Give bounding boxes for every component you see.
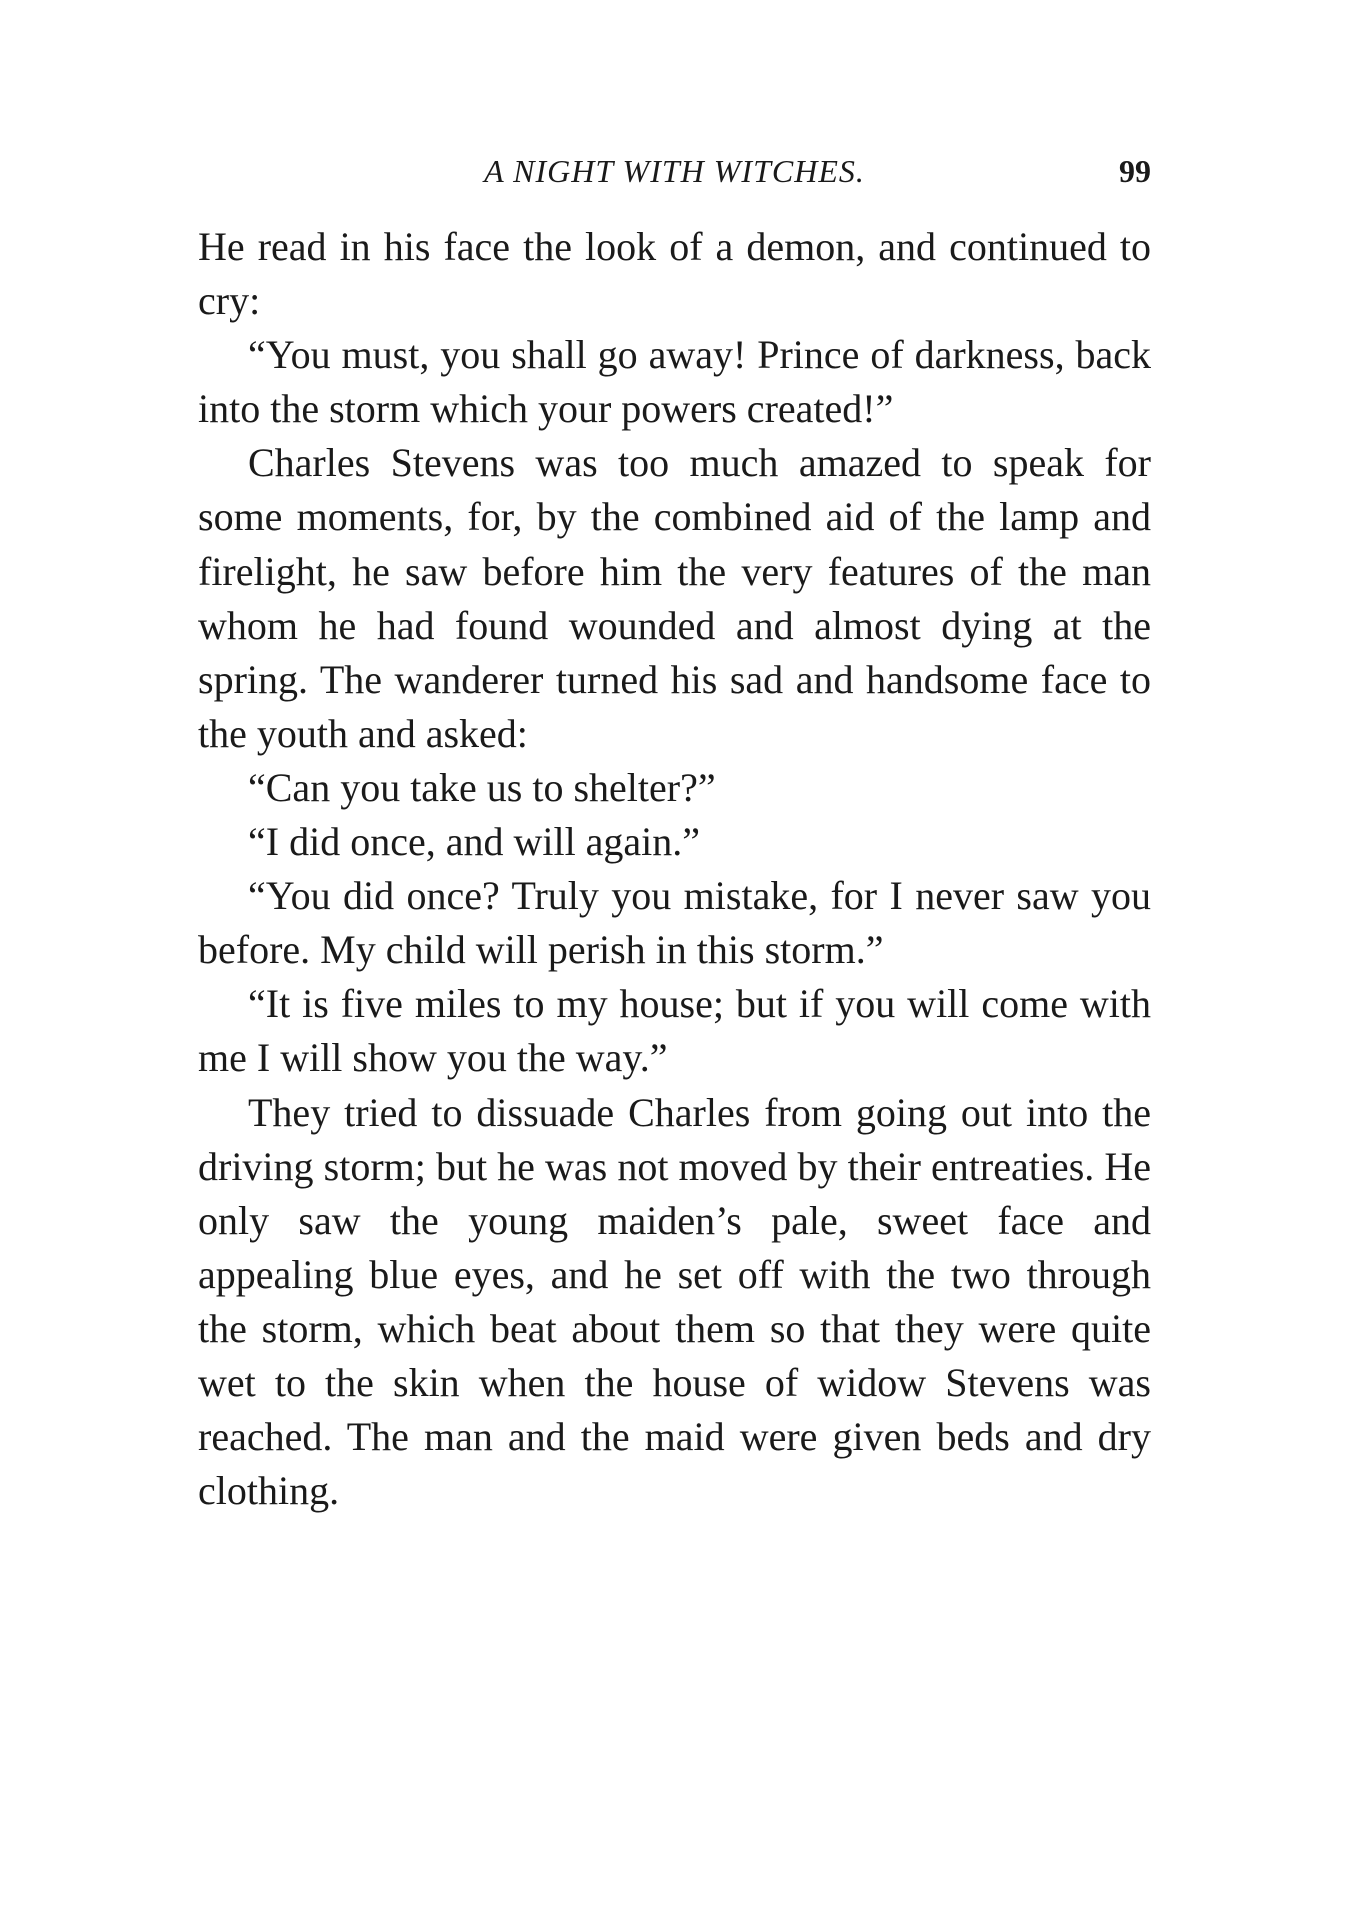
body-text bbox=[198, 220, 1151, 1518]
running-title: A NIGHT WITH WITCHES. bbox=[484, 153, 865, 189]
paragraph: “I did once, and will again.” bbox=[248, 819, 701, 865]
page-number: 99 bbox=[1119, 153, 1151, 189]
paragraph: “You did once? Truly you mistake, for I never saw you before. My child will perish in this storm.” bbox=[198, 873, 1151, 973]
paragraph: “It is five miles to my house; but if you will come with me I will show you the way.” bbox=[198, 981, 1151, 1081]
running-head bbox=[198, 146, 1151, 196]
paragraph: Charles Stevens was too much amazed to speak for some moments, for, by the combined aid of the lamp and firelight, he saw before him the very features of the man whom he had found wounded and almost dying at the spring. The wanderer turned his sad and handsome face to the youth and asked: bbox=[198, 440, 1151, 756]
paragraph: He read in his face the look of a demon, and continued to cry: bbox=[198, 224, 1151, 324]
paragraph: “Can you take us to shelter?” bbox=[248, 764, 716, 810]
paragraph: “You must, you shall go away! Prince of darkness, back into the storm which your powers created!” bbox=[198, 332, 1151, 432]
paragraph: They tried to dissuade Charles from going out into the driving storm; but he was not moved by their entreaties. He only saw the young maiden’s pale, sweet face and appealing blue eyes, and he set off with the two through the storm, which beat about them so that they were quite wet to the skin when the house of widow Stevens was reached. The man and the maid were given beds and dry clothing. bbox=[198, 1089, 1151, 1514]
